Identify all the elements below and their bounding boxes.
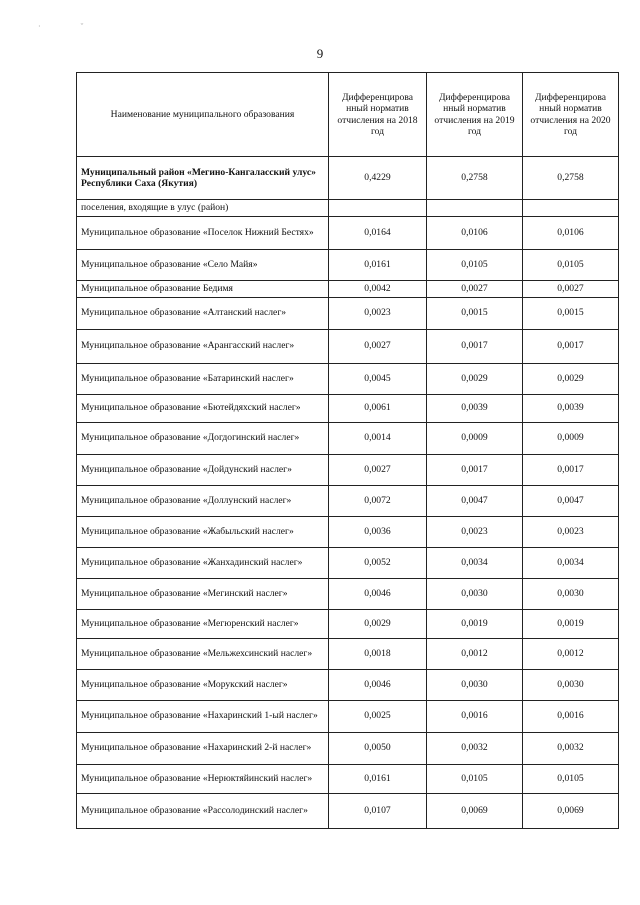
row-name: Муниципальное образование «Арангасский наслег» [77, 329, 329, 363]
row-value-2020: 0,0019 [523, 609, 619, 638]
row-value-2020: 0,0012 [523, 638, 619, 669]
header-2020-col: Дифференцирова нный норматив отчисления на 2020 год [523, 73, 619, 157]
row-value-2018: 0,0036 [329, 516, 427, 547]
row-value-2018: 0,0107 [329, 793, 427, 828]
row-value-2019: 0,0012 [427, 638, 523, 669]
row-value-2020: 0,0015 [523, 297, 619, 329]
row-value-2018: 0,0045 [329, 363, 427, 394]
table-row [77, 394, 619, 422]
row-value-2020: 0,0106 [523, 216, 619, 249]
row-value-2019: 0,0032 [427, 732, 523, 764]
row-value-2019: 0,0105 [427, 764, 523, 793]
normatives-table [76, 72, 619, 829]
row-value-2018: 0,0014 [329, 422, 427, 454]
row-value-2018: 0,0042 [329, 280, 427, 297]
row-value-2019: 0,0029 [427, 363, 523, 394]
table-row [77, 732, 619, 764]
row-name: Муниципальное образование «Мегинский наслег» [77, 578, 329, 609]
section-empty-2018 [329, 200, 427, 217]
row-value-2020: 0,0069 [523, 793, 619, 828]
row-name: Муниципальное образование «Доллунский наслег» [77, 485, 329, 516]
section-label: поселения, входящие в улус (район) [77, 200, 329, 217]
row-value-2020: 0,0027 [523, 280, 619, 297]
row-value-2019: 0,0023 [427, 516, 523, 547]
row-value-2019: 0,0019 [427, 609, 523, 638]
row-value-2020: 0,0029 [523, 363, 619, 394]
row-name: Муниципальное образование «Батаринский наслег» [77, 363, 329, 394]
total-row-name: Муниципальный район «Мегино-Кангаласский улус» Республики Саха (Якутия) [77, 157, 329, 200]
row-value-2019: 0,0017 [427, 329, 523, 363]
total-row-2019: 0,2758 [427, 157, 523, 200]
row-value-2018: 0,0161 [329, 249, 427, 280]
row-value-2019: 0,0030 [427, 578, 523, 609]
row-value-2019: 0,0047 [427, 485, 523, 516]
row-name: Муниципальное образование «Мельжехсинский наслег» [77, 638, 329, 669]
row-value-2019: 0,0039 [427, 394, 523, 422]
row-value-2018: 0,0052 [329, 547, 427, 578]
table-row [77, 609, 619, 638]
table-row [77, 454, 619, 485]
table-row [77, 249, 619, 280]
row-name: Муниципальное образование «Мегюренский наслег» [77, 609, 329, 638]
row-value-2020: 0,0030 [523, 669, 619, 700]
header-2019-col: Дифференцирова нный норматив отчисления на 2019 год [427, 73, 523, 157]
row-value-2019: 0,0027 [427, 280, 523, 297]
row-value-2020: 0,0034 [523, 547, 619, 578]
row-value-2020: 0,0105 [523, 764, 619, 793]
total-row-2018: 0,4229 [329, 157, 427, 200]
row-name: Муниципальное образование Бедимя [77, 280, 329, 297]
total-row [77, 157, 619, 200]
row-name: Муниципальное образование «Жабыльский наслег» [77, 516, 329, 547]
row-value-2020: 0,0016 [523, 700, 619, 732]
row-value-2020: 0,0032 [523, 732, 619, 764]
table-row [77, 578, 619, 609]
section-empty-2019 [427, 200, 523, 217]
row-value-2019: 0,0106 [427, 216, 523, 249]
table-row [77, 764, 619, 793]
row-name: Муниципальное образование «Алтанский наслег» [77, 297, 329, 329]
row-value-2018: 0,0061 [329, 394, 427, 422]
row-value-2018: 0,0025 [329, 700, 427, 732]
header-2018-col: Дифференцирова нный норматив отчисления на 2018 год [329, 73, 427, 157]
row-name: Муниципальное образование «Нерюктяйинский наслег» [77, 764, 329, 793]
row-name: Муниципальное образование «Бютейдяхский наслег» [77, 394, 329, 422]
table-row [77, 485, 619, 516]
table-row [77, 700, 619, 732]
row-value-2018: 0,0027 [329, 454, 427, 485]
row-name: Муниципальное образование «Нахаринский 2-й наслег» [77, 732, 329, 764]
table-row [77, 638, 619, 669]
table-row [77, 280, 619, 297]
row-value-2020: 0,0105 [523, 249, 619, 280]
table-header-row [77, 73, 619, 157]
row-value-2020: 0,0017 [523, 454, 619, 485]
row-name: Муниципальное образование «Поселок Нижний Бестях» [77, 216, 329, 249]
row-name: Муниципальное образование «Нахаринский 1-ый наслег» [77, 700, 329, 732]
row-value-2018: 0,0023 [329, 297, 427, 329]
row-value-2020: 0,0023 [523, 516, 619, 547]
row-name: Муниципальное образование «Рассолодинский наслег» [77, 793, 329, 828]
table-row [77, 297, 619, 329]
row-value-2018: 0,0046 [329, 669, 427, 700]
table-row [77, 363, 619, 394]
table-row [77, 669, 619, 700]
table-row [77, 422, 619, 454]
table-row [77, 329, 619, 363]
row-value-2020: 0,0030 [523, 578, 619, 609]
row-value-2018: 0,0018 [329, 638, 427, 669]
row-value-2018: 0,0050 [329, 732, 427, 764]
page-number: 9 [316, 46, 324, 61]
row-name: Муниципальное образование «Дойдунский наслег» [77, 454, 329, 485]
row-value-2018: 0,0161 [329, 764, 427, 793]
table-row [77, 793, 619, 828]
scan-specks: · ˇ [38, 22, 84, 31]
row-value-2018: 0,0046 [329, 578, 427, 609]
total-row-2020: 0,2758 [523, 157, 619, 200]
table-row [77, 216, 619, 249]
row-value-2018: 0,0027 [329, 329, 427, 363]
row-value-2019: 0,0009 [427, 422, 523, 454]
row-value-2020: 0,0047 [523, 485, 619, 516]
row-value-2019: 0,0017 [427, 454, 523, 485]
row-value-2019: 0,0016 [427, 700, 523, 732]
row-value-2018: 0,0072 [329, 485, 427, 516]
row-value-2020: 0,0017 [523, 329, 619, 363]
row-value-2020: 0,0039 [523, 394, 619, 422]
table-row [77, 516, 619, 547]
row-value-2019: 0,0034 [427, 547, 523, 578]
row-value-2019: 0,0015 [427, 297, 523, 329]
row-name: Муниципальное образование «Догдогинский наслег» [77, 422, 329, 454]
row-value-2019: 0,0030 [427, 669, 523, 700]
row-name: Муниципальное образование «Жанхадинский наслег» [77, 547, 329, 578]
section-label-row [77, 200, 619, 217]
row-value-2018: 0,0029 [329, 609, 427, 638]
section-empty-2020 [523, 200, 619, 217]
row-value-2019: 0,0069 [427, 793, 523, 828]
row-value-2020: 0,0009 [523, 422, 619, 454]
row-name: Муниципальное образование «Село Майя» [77, 249, 329, 280]
row-value-2019: 0,0105 [427, 249, 523, 280]
row-name: Муниципальное образование «Морукский наслег» [77, 669, 329, 700]
header-name-col: Наименование муниципального образования [77, 73, 329, 157]
table-row [77, 547, 619, 578]
row-value-2018: 0,0164 [329, 216, 427, 249]
